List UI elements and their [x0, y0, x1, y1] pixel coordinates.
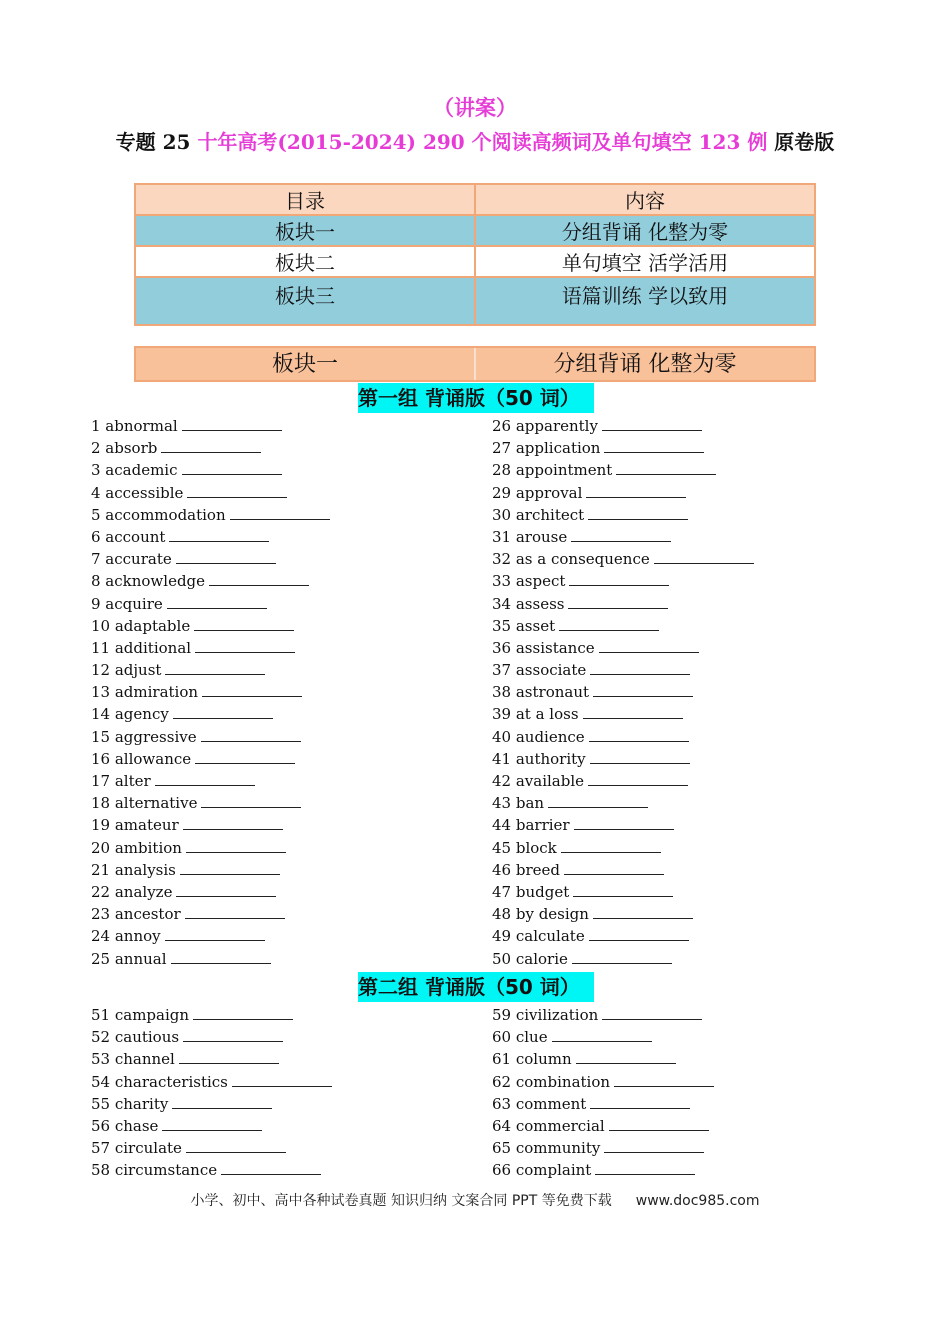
vocab-item: [91, 859, 330, 881]
vocab-item: [91, 637, 330, 659]
vocab-item: [492, 504, 754, 526]
answer-blank: [180, 861, 280, 875]
vocab-word: 21 analysis: [91, 860, 176, 879]
vocab-word: 58 circumstance: [91, 1161, 218, 1180]
vocab-item: [91, 415, 330, 437]
vocab-word: 43 ban: [492, 794, 545, 813]
vocab-item: [91, 948, 330, 970]
answer-blank: [193, 1006, 293, 1020]
vocab-item: [492, 437, 754, 459]
vocab-word: 51 campaign: [91, 1006, 190, 1024]
answer-blank: [559, 617, 659, 631]
answer-blank: [586, 484, 686, 498]
vocab-word: 53 channel: [91, 1050, 175, 1069]
vocab-item: [91, 1071, 332, 1093]
vocab-item: [91, 1026, 332, 1048]
vocab-item: [492, 1137, 714, 1159]
vocab-word: 38 astronaut: [492, 683, 590, 702]
toc-block: 板块二: [135, 246, 475, 277]
answer-blank: [182, 461, 282, 475]
vocab-item: [492, 748, 754, 770]
answer-blank: [569, 572, 669, 586]
vocab-word: 15 aggressive: [91, 727, 197, 746]
toc-block: 板块三: [135, 277, 475, 325]
vocab-word: 4 accessible: [91, 483, 184, 502]
answer-blank: [165, 927, 265, 941]
vocab-word: 42 available: [492, 772, 585, 790]
vocab-word: 47 budget: [492, 882, 570, 901]
vocab-item: [492, 948, 754, 970]
answer-blank: [167, 595, 267, 609]
answer-blank: [588, 772, 688, 786]
vocab-word: 2 absorb: [91, 439, 158, 458]
answer-blank: [590, 750, 690, 764]
vocab-item: [492, 459, 754, 481]
vocab-word: 27 application: [492, 439, 601, 458]
vocab-item: [91, 792, 330, 814]
vocab-item: [91, 1159, 332, 1181]
vocab-word: 19 amateur: [91, 816, 179, 835]
vocab-word: 59 civilization: [492, 1006, 599, 1024]
vocab-word: 48 by design: [492, 905, 589, 924]
answer-blank: [186, 1139, 286, 1153]
vocab-word: 7 accurate: [91, 550, 172, 569]
vocab-item: [492, 792, 754, 814]
answer-blank: [604, 439, 704, 453]
group1-right-list: [492, 415, 754, 970]
answer-blank: [590, 1095, 690, 1109]
vocab-word: 29 approval: [492, 483, 583, 502]
vocab-word: 6 account: [91, 527, 166, 546]
answer-blank: [176, 550, 276, 564]
footer-site: www.doc985.com: [635, 1193, 760, 1209]
answer-blank: [165, 661, 265, 675]
answer-blank: [561, 839, 661, 853]
answer-blank: [654, 550, 754, 564]
vocab-item: [492, 570, 754, 592]
answer-blank: [194, 617, 294, 631]
group1-left-list: [91, 415, 330, 970]
answer-blank: [179, 1050, 279, 1064]
vocab-item: [492, 925, 754, 947]
vocab-item: [492, 1026, 714, 1048]
vocab-word: 36 assistance: [492, 638, 595, 657]
vocab-word: 34 assess: [492, 594, 565, 613]
vocab-item: [91, 526, 330, 548]
vocab-word: 1 abnormal: [91, 417, 178, 435]
answer-blank: [183, 1028, 283, 1042]
vocab-word: 9 acquire: [91, 594, 163, 613]
answer-blank: [593, 683, 693, 697]
group2-right-list: [492, 1004, 714, 1182]
vocab-word: 37 associate: [492, 661, 587, 680]
vocab-item: [91, 1093, 332, 1115]
vocab-word: 57 circulate: [91, 1139, 182, 1158]
answer-blank: [169, 528, 269, 542]
answer-blank: [589, 728, 689, 742]
vocab-word: 16 allowance: [91, 749, 192, 768]
group1-label: 第一组 背诵版（50 词）: [358, 383, 594, 413]
answer-blank: [576, 1050, 676, 1064]
vocab-item: [492, 859, 754, 881]
vocab-item: [91, 659, 330, 681]
vocab-word: 8 acknowledge: [91, 572, 206, 591]
vocab-word: 41 authority: [492, 749, 586, 768]
vocab-item: [91, 837, 330, 859]
vocab-word: 66 complaint: [492, 1161, 592, 1180]
vocab-item: [91, 681, 330, 703]
toc-row: [135, 277, 815, 325]
answer-blank: [616, 461, 716, 475]
vocab-item: [492, 1048, 714, 1070]
vocab-word: 62 combination: [492, 1072, 611, 1091]
vocab-item: [91, 1115, 332, 1137]
vocab-item: [91, 770, 330, 792]
toc-header-col2: 内容: [475, 184, 815, 215]
vocab-item: [492, 615, 754, 637]
vocab-item: [91, 504, 330, 526]
answer-blank: [602, 1006, 702, 1020]
answer-blank: [589, 927, 689, 941]
vocab-item: [492, 659, 754, 681]
answer-blank: [588, 506, 688, 520]
subtitle: （讲案）: [433, 96, 517, 120]
vocab-word: 13 admiration: [91, 683, 199, 702]
vocab-item: [492, 548, 754, 570]
toc-block: 板块一: [135, 215, 475, 246]
vocab-word: 64 commercial: [492, 1116, 605, 1135]
answer-blank: [201, 794, 301, 808]
answer-blank: [186, 839, 286, 853]
vocab-item: [492, 415, 754, 437]
toc-content: 语篇训练 学以致用: [475, 277, 815, 325]
vocab-word: 40 audience: [492, 727, 585, 746]
vocab-item: [91, 1004, 332, 1026]
answer-blank: [230, 506, 330, 520]
title-prefix: 专题 25: [115, 130, 198, 154]
answer-blank: [583, 705, 683, 719]
vocab-item: [91, 1137, 332, 1159]
answer-blank: [595, 1161, 695, 1175]
title-main: 十年高考(2015-2024) 290 个阅读高频词及单句填空 123 例: [197, 130, 768, 154]
page-title: [0, 126, 950, 155]
answer-blank: [552, 1028, 652, 1042]
vocab-word: 20 ambition: [91, 838, 182, 857]
answer-blank: [572, 950, 672, 964]
answer-blank: [173, 705, 273, 719]
answer-blank: [564, 861, 664, 875]
vocab-item: [91, 903, 330, 925]
toc-header-col1: 目录: [135, 184, 475, 215]
vocab-word: 32 as a consequence: [492, 550, 650, 569]
vocab-item: [492, 1159, 714, 1181]
vocab-word: 18 alternative: [91, 794, 198, 813]
vocab-item: [91, 482, 330, 504]
vocab-item: [492, 726, 754, 748]
answer-blank: [195, 639, 295, 653]
vocab-item: [492, 881, 754, 903]
answer-blank: [201, 728, 301, 742]
section-block: 板块一: [271, 352, 338, 377]
answer-blank: [568, 595, 668, 609]
answer-blank: [171, 950, 271, 964]
answer-blank: [176, 883, 276, 897]
vocab-word: 25 annual: [91, 949, 167, 968]
vocab-word: 23 ancestor: [91, 905, 181, 924]
vocab-word: 35 asset: [492, 616, 556, 635]
vocab-item: [492, 637, 754, 659]
answer-blank: [571, 528, 671, 542]
vocab-word: 30 architect: [492, 505, 585, 524]
vocab-item: [492, 1071, 714, 1093]
answer-blank: [155, 772, 255, 786]
vocab-item: [492, 482, 754, 504]
group2-label: 第二组 背诵版（50 词）: [358, 972, 594, 1002]
vocab-word: 65 community: [492, 1139, 601, 1158]
vocab-word: 11 additional: [91, 638, 192, 657]
vocab-item: [492, 593, 754, 615]
vocab-word: 52 cautious: [91, 1028, 180, 1047]
answer-blank: [182, 417, 282, 431]
answer-blank: [161, 439, 261, 453]
vocab-word: 17 alter: [91, 772, 151, 790]
vocab-word: 61 column: [492, 1050, 572, 1069]
answer-blank: [593, 905, 693, 919]
footer-text: 小学、初中、高中各种试卷真题 知识归纳 文案合同 PPT 等免费下载: [190, 1193, 612, 1209]
vocab-item: [492, 1115, 714, 1137]
vocab-word: 31 arouse: [492, 527, 568, 546]
answer-blank: [221, 1161, 321, 1175]
answer-blank: [574, 816, 674, 830]
answer-blank: [599, 639, 699, 653]
toc-row: [135, 215, 815, 246]
section-content: 分组背诵 化整为零: [474, 348, 814, 380]
answer-blank: [183, 816, 283, 830]
vocab-word: 33 aspect: [492, 572, 566, 591]
vocab-item: [91, 881, 330, 903]
vocab-item: [91, 459, 330, 481]
vocab-item: [91, 593, 330, 615]
vocab-word: 14 agency: [91, 705, 169, 724]
answer-blank: [573, 883, 673, 897]
vocab-word: 54 characteristics: [91, 1072, 228, 1091]
answer-blank: [614, 1073, 714, 1087]
answer-blank: [232, 1073, 332, 1087]
vocab-item: [492, 837, 754, 859]
answer-blank: [187, 484, 287, 498]
vocab-item: [91, 703, 330, 725]
vocab-item: [91, 437, 330, 459]
vocab-word: 60 clue: [492, 1028, 548, 1047]
vocab-item: [492, 814, 754, 836]
vocab-item: [492, 703, 754, 725]
answer-blank: [590, 661, 690, 675]
vocab-word: 10 adaptable: [91, 616, 191, 635]
answer-blank: [172, 1095, 272, 1109]
vocab-word: 3 academic: [91, 461, 178, 480]
vocab-item: [91, 748, 330, 770]
vocab-item: [492, 681, 754, 703]
answer-blank: [604, 1139, 704, 1153]
vocab-word: 28 appointment: [492, 461, 613, 480]
vocab-word: 12 adjust: [91, 661, 162, 680]
vocab-word: 24 annoy: [91, 927, 161, 946]
vocab-item: [91, 814, 330, 836]
toc-table: [134, 183, 816, 326]
title-suffix: 原卷版: [767, 130, 835, 154]
vocab-word: 5 accommodation: [91, 505, 226, 524]
vocab-word: 45 block: [492, 838, 557, 857]
section-header: [134, 346, 816, 382]
answer-blank: [202, 683, 302, 697]
toc-header-row: [135, 184, 815, 215]
vocab-item: [492, 1004, 714, 1026]
vocab-item: [492, 770, 754, 792]
answer-blank: [602, 417, 702, 431]
toc-content: 分组背诵 化整为零: [475, 215, 815, 246]
vocab-word: 26 apparently: [492, 417, 598, 435]
vocab-word: 39 at a loss: [492, 705, 579, 724]
vocab-word: 49 calculate: [492, 927, 585, 946]
toc-content: 单句填空 活学活用: [475, 246, 815, 277]
vocab-word: 50 calorie: [492, 949, 568, 968]
answer-blank: [609, 1117, 709, 1131]
vocab-word: 56 chase: [91, 1116, 159, 1135]
vocab-item: [91, 615, 330, 637]
vocab-item: [492, 1093, 714, 1115]
vocab-item: [492, 526, 754, 548]
answer-blank: [162, 1117, 262, 1131]
vocab-word: 55 charity: [91, 1094, 169, 1113]
vocab-item: [91, 548, 330, 570]
vocab-item: [91, 570, 330, 592]
vocab-item: [91, 925, 330, 947]
answer-blank: [548, 794, 648, 808]
vocab-word: 44 barrier: [492, 816, 570, 835]
vocab-word: 63 comment: [492, 1094, 587, 1113]
vocab-word: 22 analyze: [91, 882, 173, 901]
vocab-item: [492, 903, 754, 925]
vocab-word: 46 breed: [492, 860, 560, 879]
vocab-item: [91, 1048, 332, 1070]
toc-row: [135, 246, 815, 277]
answer-blank: [209, 572, 309, 586]
group2-left-list: [91, 1004, 332, 1182]
footer: [0, 1190, 950, 1210]
vocab-item: [91, 726, 330, 748]
answer-blank: [185, 905, 285, 919]
answer-blank: [195, 750, 295, 764]
